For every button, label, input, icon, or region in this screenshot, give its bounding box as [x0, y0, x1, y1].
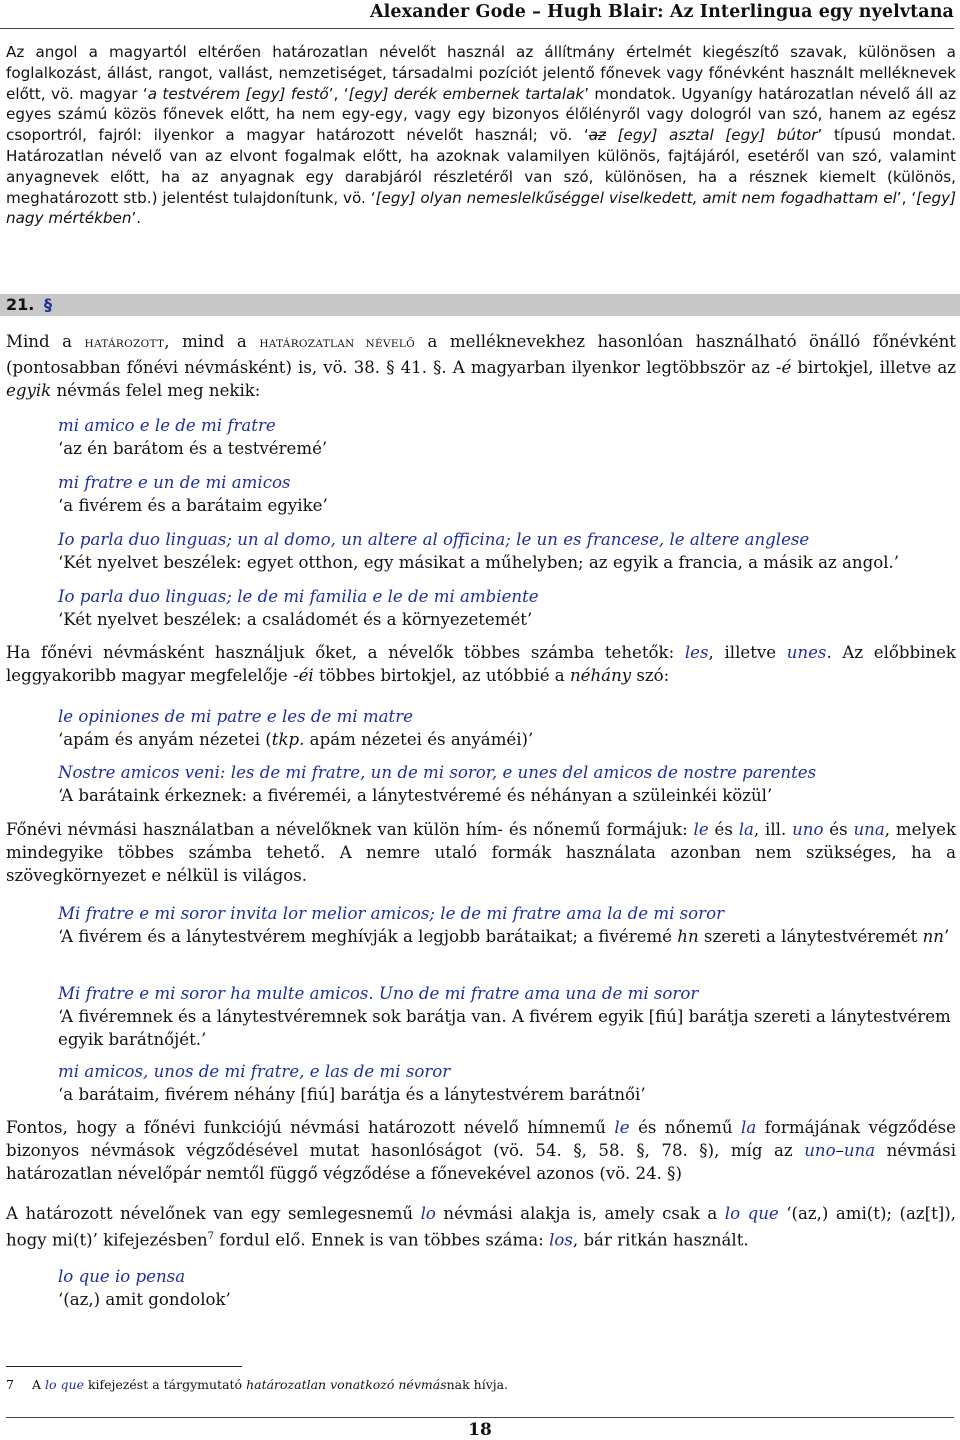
- paragraph-plural: Ha főnévi névmásként használjuk őket, a névelők többes számba tehetők: les, illetve unes. Az előbbinek leggyakoribb magyar megfelelője -éi többes birtokjel, az utóbbié a néhány szó:: [6, 643, 956, 685]
- example-item: Nostre amicos veni: les de mi fratre, un de mi soror, e unes del amicos de nostre parentes ‘A barátaink érkeznek: a fivéreméi, a lánytestvéremé és néhányan a szüleinkéi közül’: [58, 763, 817, 805]
- footnote: 7 A lo que kifejezést a tárgymutató határozatlan vonatkozó névmásnak hívja.: [6, 1377, 509, 1392]
- section-heading: [0, 294, 960, 316]
- footnote-ref[interactable]: 7: [207, 1231, 215, 1242]
- example-item: mi amicos, unos de mi fratre, e las de mi soror ‘a barátaim, fivérem néhány [fiú] barátja és a lánytestvérem barátnői’: [58, 1062, 646, 1104]
- paragraph-endings: Fontos, hogy a főnévi funkciójú névmási határozott névelő hímnemű le és nőnemű la formájának végződése bizonyos névmások végződésével mutat hasonlóságot (vö. 54. §, 58. §, 78. §), míg az uno–una névmási határozatlan névelőpár nemtől függő végződése a főnevekével azonos (vö. 24. §): [6, 1118, 957, 1183]
- page-number: 18: [468, 1420, 492, 1440]
- paragraph-neuter: A határozott névelőnek van egy semlegesnemű lo névmási alakja is, amely csak a lo que ‘(az,) ami(t); (az[t]), hogy mi(t)’ kifejezésben$^7$ fordul elő. Ennek is van többes száma: los, bár ritkán használt.: [6, 1204, 956, 1250]
- example-item: Io parla duo linguas; le de mi familia e le de mi ambiente ‘Két nyelvet beszélek: a családomét és a környezetemét’: [58, 587, 539, 629]
- example-item: le opiniones de mi patre e les de mi matre ‘apám és anyám nézetei (tkp. apám nézetei és anyáméi)’: [58, 707, 534, 749]
- example-item: Mi fratre e mi soror ha multe amicos. Uno de mi fratre ama una de mi soror ‘A fivéremnek és a lánytestvéremnek sok barátja van. A fivérem egyik [fiú] barátja szereti a lánytestvérem egyik barátnőjét.’: [58, 984, 951, 1049]
- paragraph-main: Mind a HATÁROZOTT, mind a HATÁROZATLAN NÉVELŐ a melléknevekhez hasonlóan használható önálló főnévként (pontosabban főnévi névmásként) is, vö. 38. § 41. §. A magyarban ilyenkor legtöbbször az -é birtokjel, illetve az egyik névmás felel meg nekik:: [6, 332, 957, 400]
- example-item: mi fratre e un de mi amicos ‘a fivérem és a barátaim egyike’: [58, 473, 328, 515]
- example-item: Io parla duo linguas; un al domo, un altere al officina; le un es francese, le altere anglese ‘Két nyelvet beszélek: egyet otthon, egy másikat a műhelyben; az egyik a francia, a másik az angol.’: [58, 530, 900, 572]
- section-number: 21.: [6, 295, 35, 314]
- footer-divider: [6, 1417, 954, 1418]
- running-header: [0, 0, 954, 29]
- section-sign: §: [44, 295, 52, 314]
- example-item: mi amico e le de mi fratre ‘az én barátom és a testvéremé’: [58, 416, 328, 458]
- header-title: Alexander Gode – Hugh Blair: Az Interlingua egy nyelvtana: [370, 2, 954, 22]
- paragraph-gender: Főnévi névmási használatban a névelőknek van külön hím- és nőnemű formájuk: le és la, ill. uno és una, melyek mindegyike többes számba tehető. A nemre utaló formák használata azonban nem szükséges, ha a szövegkörnyezet e nélkül is világos.: [6, 820, 956, 885]
- example-item: Mi fratre e mi soror invita lor melior amicos; le de mi fratre ama la de mi soror ‘A fivérem és a lánytestvérem meghívják a legjobb barátaikat; a fivéremé hn szereti a lánytestvéremét nn’: [58, 904, 950, 946]
- footnote-divider: [6, 1366, 242, 1367]
- paragraph-intro: Az angol a magyartól eltérően határozatlan névelőt használ az állítmány értelmét kiegészítő szavak, különösen a foglalkozást, állást, rangot, vallást, nemzetiséget, társadalmi pozíciót jelentő főnevek vagy főnévként használt melléknevek előtt, vö. magyar ‘a testvérem [egy] festő’, ‘[egy] derék embernek tartalak’ mondatok. Ugyanígy határozatlan névelő áll az egyes számú közös főnevek előtt, ha nem egy-egy, vagy egy bizonyos élőlényről vagy dologról van szó, hanem az egész csoportról, fajról: ilyenkor a magyar határozott névelőt használ; vö. ‘az [egy] asztal [egy] bútor’ típusú mondat. Határozatlan névelő van az elvont fogalmak előtt, ha azoknak valamilyen különös, fajtájáról, esetéről van szó, valamint anyagnevek előtt, ha az anyagnak egy darabjáról részletéről van szó, különösen, ha a résznek kiemelt (különös, meghatározott stb.) jelentést tulajdonítunk, vö. ‘[egy] olyan nemeslelkűséggel viselkedett, amit nem fogadhattam el’, ‘[egy] nagy mértékben’.: [6, 43, 957, 228]
- example-item: lo que io pensa ‘(az,) amit gondolok’: [58, 1267, 231, 1309]
